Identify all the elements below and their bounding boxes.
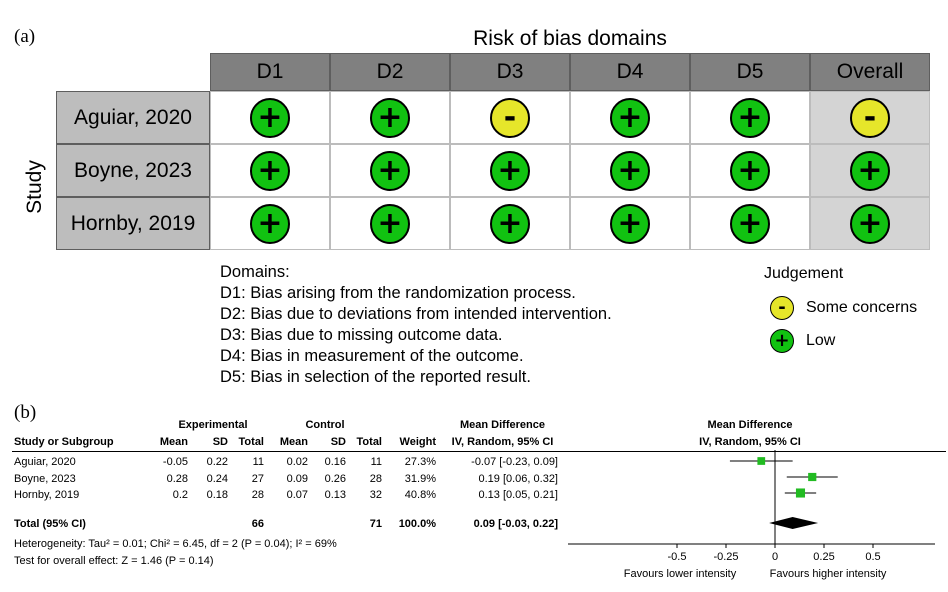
cell-md: 0.19 [0.06, 0.32] [478, 473, 558, 485]
forest-plot [560, 450, 940, 585]
rob-cell [690, 91, 810, 144]
low-risk-icon: + [250, 151, 290, 191]
cell-ctl-mean: 0.09 [286, 473, 308, 485]
study-label: Aguiar, 2020 [56, 91, 210, 144]
cell-weight: 31.9% [404, 473, 436, 485]
rob-cell [810, 91, 930, 144]
x-tick-label: -0.5 [667, 551, 687, 563]
col-md: IV, Random, 95% CI [451, 436, 554, 448]
cell-ctl-sd: 0.13 [324, 489, 346, 501]
cell-exp-mean: 0.28 [166, 473, 188, 485]
low-risk-icon: + [370, 151, 410, 191]
experimental-header: Experimental [178, 419, 248, 431]
study-label: Boyne, 2023 [56, 144, 210, 197]
rob-cell [570, 197, 690, 250]
overall-effect-text: Test for overall effect: Z = 1.46 (P = 0.14) [14, 555, 214, 567]
some-concerns-icon: - [770, 296, 794, 320]
judgement-legend-low [770, 329, 835, 353]
domains-legend-item: D2: Bias due to deviations from intended intervention. [220, 305, 612, 323]
low-risk-icon: + [610, 98, 650, 138]
col-study: Study or Subgroup [14, 436, 114, 448]
cell-exp-sd: 0.22 [206, 456, 228, 468]
panel-a-label: (a) [14, 26, 36, 47]
domains-legend-item: D3: Bias due to missing outcome data. [220, 326, 503, 344]
plot-mean-difference-header: Mean Difference [707, 419, 793, 431]
low-risk-icon: + [730, 151, 770, 191]
low-risk-icon: + [370, 98, 410, 138]
cell-ctl-total: 28 [369, 473, 382, 485]
pooled-diamond [769, 517, 818, 529]
low-risk-icon: + [850, 151, 890, 191]
rob-cell [210, 144, 330, 197]
cell-weight: 40.8% [404, 489, 436, 501]
cell-exp-sd: 0.24 [206, 473, 228, 485]
cell-study: Aguiar, 2020 [14, 456, 76, 468]
rob-cell [210, 91, 330, 144]
low-risk-icon: + [610, 151, 650, 191]
mean-difference-header: Mean Difference [460, 419, 545, 431]
some-concerns-icon: - [490, 98, 530, 138]
low-risk-icon: + [850, 204, 890, 244]
col-weight: Weight [399, 436, 436, 448]
cell-ctl-mean: 0.07 [286, 489, 308, 501]
rob-cell [810, 144, 930, 197]
cell-ctl-mean: 0.02 [286, 456, 308, 468]
domains-legend-item: D1: Bias arising from the randomization process. [220, 284, 576, 302]
point-estimate [757, 457, 765, 465]
table-row [0, 456, 570, 473]
x-tick-label: -0.25 [713, 551, 739, 563]
cell-weight: 27.3% [404, 456, 436, 468]
col-ctl-mean: Mean [279, 436, 308, 448]
col-exp-total: Total [238, 436, 264, 448]
cell-ctl-total: 11 [370, 456, 382, 468]
low-risk-icon: + [490, 151, 530, 191]
cell-exp-mean: 0.2 [172, 489, 188, 501]
total-exp: 66 [251, 518, 264, 530]
rob-cell [810, 197, 930, 250]
col-ctl-sd: SD [330, 436, 346, 448]
judgement-legend-some-concerns [770, 296, 917, 320]
domains-legend-item: D4: Bias in measurement of the outcome. [220, 347, 524, 365]
domain-header-d5: D5 [690, 53, 810, 91]
low-risk-icon: + [490, 204, 530, 244]
study-label: Hornby, 2019 [56, 197, 210, 250]
rob-cell [450, 197, 570, 250]
low-risk-icon: + [250, 204, 290, 244]
low-risk-icon: + [770, 329, 794, 353]
heterogeneity-text: Heterogeneity: Tau² = 0.01; Chi² = 6.45, df = 2 (P = 0.04); I² = 69% [14, 538, 337, 550]
col-exp-sd: SD [212, 436, 228, 448]
domain-header-d4: D4 [570, 53, 690, 91]
cell-exp-total: 27 [251, 473, 264, 485]
cell-ctl-sd: 0.26 [324, 473, 346, 485]
rob-cell [690, 144, 810, 197]
cell-study: Boyne, 2023 [14, 473, 76, 485]
total-label: Total (95% CI) [14, 518, 86, 530]
rob-cell [570, 144, 690, 197]
domains-legend-heading: Domains: [220, 263, 290, 281]
total-md: 0.09 [-0.03, 0.22] [473, 518, 558, 530]
cell-md: 0.13 [0.05, 0.21] [478, 489, 558, 501]
rob-cell [570, 91, 690, 144]
total-row [0, 518, 570, 535]
domain-header-d3: D3 [450, 53, 570, 91]
x-tick-label: 0.5 [865, 551, 881, 563]
cell-ctl-total: 32 [369, 489, 382, 501]
table-row [0, 473, 570, 490]
rob-cell [210, 197, 330, 250]
cell-study: Hornby, 2019 [14, 489, 80, 501]
domain-header-d1: D1 [210, 53, 330, 91]
cell-exp-mean: -0.05 [162, 456, 188, 468]
low-risk-icon: + [730, 98, 770, 138]
total-weight: 100.0% [398, 518, 436, 530]
cell-exp-sd: 0.18 [206, 489, 228, 501]
cell-ctl-sd: 0.16 [324, 456, 346, 468]
study-axis-label: Study [23, 160, 47, 214]
col-exp-mean: Mean [159, 436, 188, 448]
x-tick-label: 0 [771, 551, 779, 563]
rob-cell [330, 197, 450, 250]
cell-exp-total: 11 [252, 456, 264, 468]
col-ctl-total: Total [356, 436, 382, 448]
low-risk-icon: + [730, 204, 770, 244]
favours-left-label: Favours lower intensity [623, 568, 737, 580]
cell-exp-total: 28 [251, 489, 264, 501]
low-risk-icon: + [610, 204, 650, 244]
rob-cell [450, 144, 570, 197]
low-risk-icon: + [250, 98, 290, 138]
rob-cell [330, 91, 450, 144]
judgement-legend-heading: Judgement [764, 265, 844, 282]
domain-header-d2: D2 [330, 53, 450, 91]
table-row [0, 489, 570, 506]
point-estimate [796, 488, 805, 497]
rob-cell [690, 197, 810, 250]
rob-cell [450, 91, 570, 144]
x-tick-label: 0.25 [813, 551, 835, 563]
judgement-label: Some concerns [806, 299, 918, 316]
rob-title: Risk of bias domains [473, 27, 667, 50]
judgement-label: Low [806, 332, 836, 349]
domains-legend-item: D5: Bias in selection of the reported result. [220, 368, 531, 386]
total-ctl: 71 [369, 518, 382, 530]
cell-md: -0.07 [-0.23, 0.09] [471, 456, 558, 468]
point-estimate [808, 473, 816, 481]
low-risk-icon: + [370, 204, 410, 244]
domains-legend [220, 262, 612, 388]
some-concerns-icon: - [850, 98, 890, 138]
rob-cell [330, 144, 450, 197]
domain-header-overall: Overall [810, 53, 930, 91]
panel-b-label: (b) [14, 402, 37, 423]
col-plot-md: IV, Random, 95% CI [699, 436, 801, 448]
control-header: Control [305, 419, 345, 431]
favours-right-label: Favours higher intensity [769, 568, 887, 580]
